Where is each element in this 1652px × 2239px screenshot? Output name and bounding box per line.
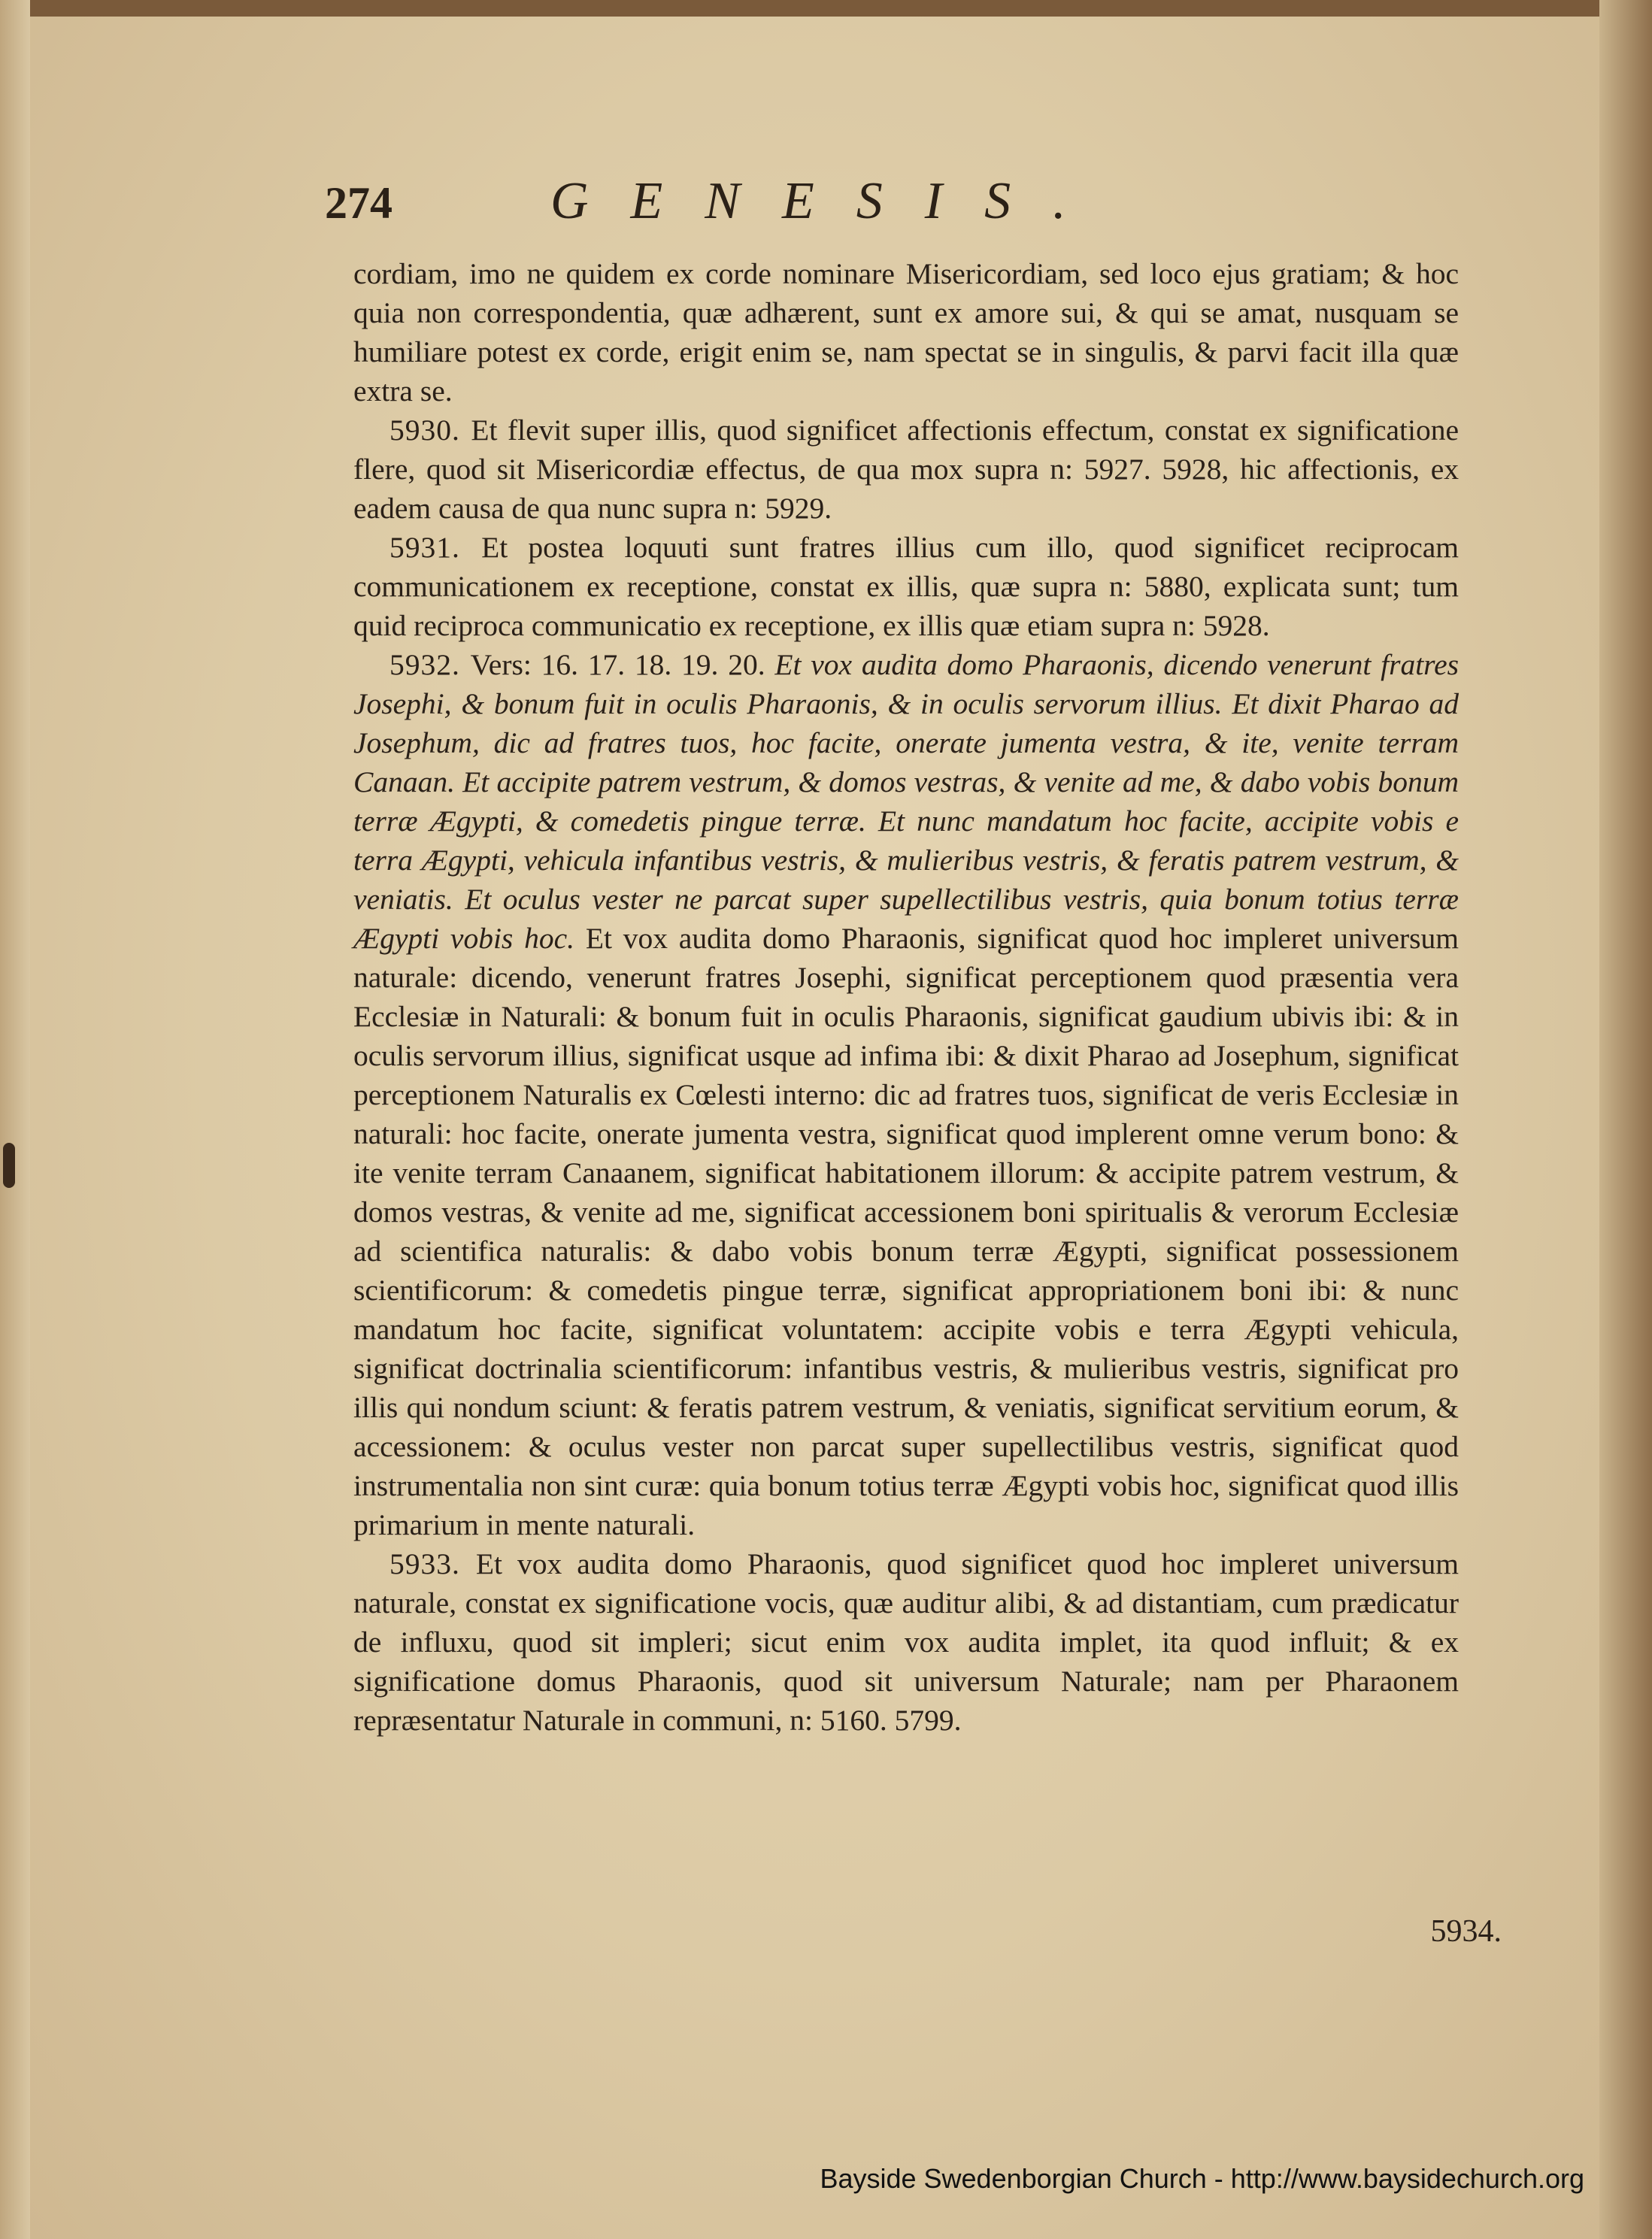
paragraph-number: 5932. (390, 648, 471, 681)
body-text: Vers: 16. 17. 18. 19. 20. (470, 648, 775, 681)
running-title: GENESIS. (550, 172, 1108, 230)
page-header (325, 164, 1302, 232)
paragraph-number: 5930. (390, 414, 471, 447)
page-left-edge (0, 0, 30, 2239)
body-text: Et flevit super illis, quod significet affectionis effectum, constat ex significatione flere, quod sit Misericordiæ effectus, de qua mox supra n: 5927. 5928, hic affectionis, ex eadem causa de qua nunc supra n: 5929. (353, 414, 1459, 525)
text-column (353, 254, 1459, 1740)
body-text: Et vox audita domo Pharaonis, significat quod hoc impleret universum naturale: dicendo, venerunt fratres Josephi, significat perceptionem quod præsentia vera Ecclesiæ in Naturali: & bonum fuit in oculis Pharaonis, significat gaudium ubivis ibi: & in oculis servorum illius, significat usque ad infima ibi: & dixit Pharao ad Josephum, significat perceptionem Naturalis ex Cœlesti interno: dic ad fratres tuos, significat de veris Ecclesiæ in naturali: hoc facite, onerate jumenta vestra, significat quod implerent omne verum bono: & ite venite terram Canaanem, significat habitationem illorum: & accipite patrem vestrum, & domos vestras, & venite ad me, significat accessionem boni spiritualis & verorum Ecclesiæ ad scientifica naturalis: & dabo vobis bonum terræ Ægypti, significat possessionem scientificorum: & comedetis pingue terræ, significat appropriationem boni ibi: & nunc mandatum hoc facite, significat voluntatem: accipite vobis e terra Ægypti vehicula, significat doctrinalia scientificorum: infantibus vestris, & mulieribus vestris, significat pro illis qui nondum sciunt: & feratis patrem vestrum, & veniatis, significat servitium eorum, & accessionem: & oculus vester non parcat super supellectilibus vestris, significat quod instrumentalia non sint curæ: quia bonum totius terræ Ægypti vobis hoc, significat quod illis primarium in mente naturali. (353, 922, 1460, 1541)
paragraph-5931 (353, 528, 1459, 645)
page-right-edge (1599, 0, 1652, 2239)
quoted-verse-text: Et vox audita domo Pharaonis, dicendo venerunt fratres Josephi, & bonum fuit in oculis Pharaonis, & in oculis servorum illius. Et dixit Pharao ad Josephum, dic ad fratres tuos, hoc facite, onerate jumenta vestra, & ite, venite terram Canaan. Et accipite patrem vestrum, & domos vestras, & venite ad me, & dabo vobis bonum terræ Ægypti, & comedetis pingue terræ. Et nunc mandatum hoc facite, accipite vobis e terra Ægypti, vehicula infantibus vestris, & mulieribus vestris, & feratis patrem vestrum, & veniatis. Et oculus vester ne parcat super supellectilibus vestris, quia bonum totius terræ Ægypti vobis hoc. (353, 648, 1459, 955)
catchword: 5934. (1430, 1914, 1502, 1949)
paragraph-5933 (353, 1544, 1459, 1740)
paragraph-5930 (353, 411, 1459, 528)
watermark: Bayside Swedenborgian Church - http://www.baysidechurch.org (820, 2163, 1584, 2194)
page-number: 274 (325, 178, 393, 228)
paragraph-5932 (353, 645, 1459, 1544)
paragraph-continuation (353, 254, 1459, 411)
ink-stain (3, 1143, 15, 1188)
paragraph-number: 5933. (390, 1547, 476, 1580)
page-top-edge (0, 0, 1652, 17)
paragraph-number: 5931. (390, 531, 482, 564)
body-text: Et postea loquuti sunt fratres illius cum illo, quod significet reciprocam communicationem ex receptione, constat ex illis, quæ supra n: 5880, explicata sunt; tum quid reciproca communicatio ex receptione, ex illis quæ etiam supra n: 5928. (353, 531, 1460, 642)
body-text: Et vox audita domo Pharaonis, quod significet quod hoc impleret universum naturale, constat ex significatione vocis, quæ auditur alibi, & ad distantiam, cum prædicatur de influxu, quod sit impleri; sicut enim vox audita implet, ita quod influit; & ex significatione domus Pharaonis, quod sit universum Naturale; nam per Pharaonem repræsentatur Naturale in communi, n: 5160. 5799. (353, 1547, 1460, 1737)
body-text: cordiam, imo ne quidem ex corde nominare Misericordiam, sed loco ejus gratiam; & hoc quia non correspondentia, quæ adhærent, sunt ex amore sui, & qui se amat, nusquam se humiliare potest ex corde, erigit enim se, nam spectat se in singulis, & parvi facit illa quæ extra se. (353, 257, 1459, 408)
